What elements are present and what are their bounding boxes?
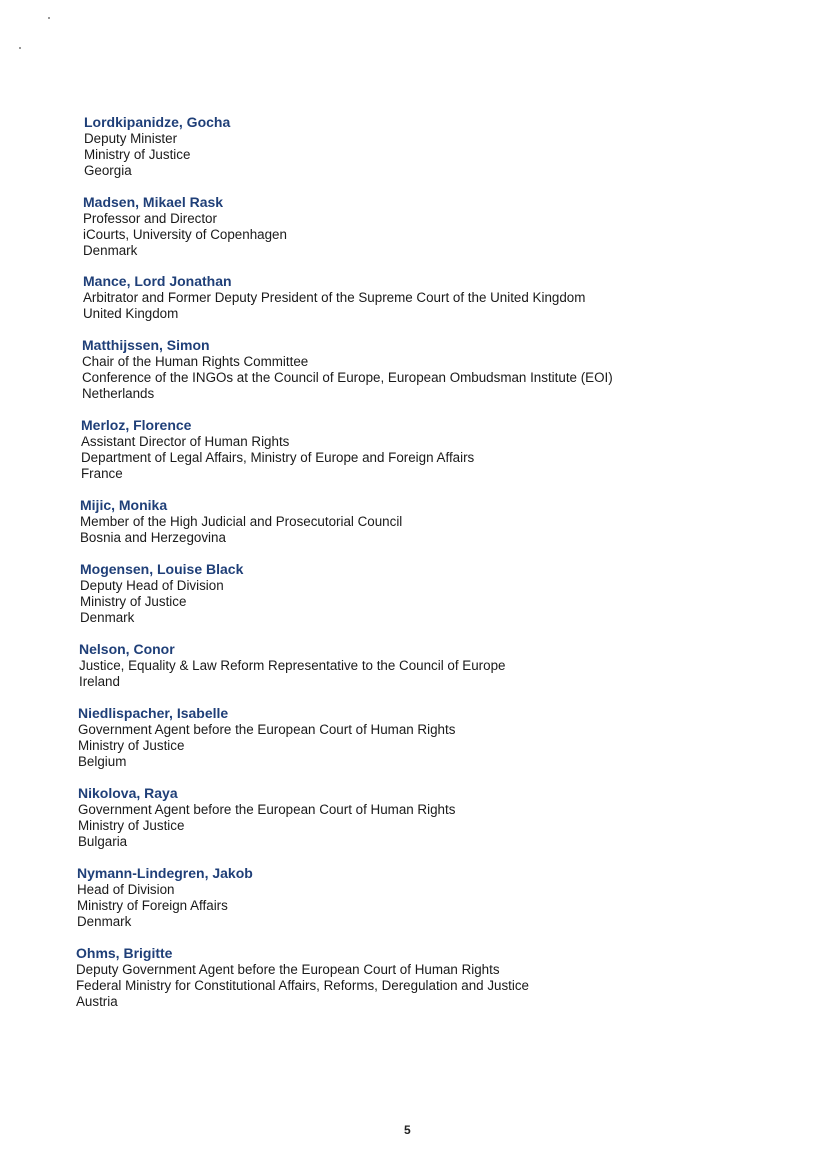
participant-title: Deputy Government Agent before the European Court of Human Rights	[76, 962, 500, 977]
participant-name: Lordkipanidze, Gocha	[84, 114, 231, 130]
participant-country: Netherlands	[82, 386, 155, 401]
participant-name: Matthijssen, Simon	[82, 337, 210, 353]
participant-entry	[84, 114, 230, 179]
participant-organisation: Conference of the INGOs at the Council of Europe, European Ombudsman Institute (EOI)	[82, 370, 613, 385]
participant-title: Justice, Equality & Law Reform Representative to the Council of Europe	[79, 658, 506, 673]
participant-entry	[76, 945, 529, 1010]
participant-entry	[80, 561, 243, 626]
participant-title: Chair of the Human Rights Committee	[82, 354, 309, 369]
participant-country: Ireland	[79, 674, 120, 689]
participant-name: Mance, Lord Jonathan	[83, 273, 232, 289]
participant-entry	[80, 497, 402, 546]
participant-name: Nelson, Conor	[79, 641, 175, 657]
participant-organisation: Department of Legal Affairs, Ministry of Europe and Foreign Affairs	[81, 450, 475, 465]
participant-country: Austria	[76, 994, 118, 1009]
scan-speck	[19, 47, 21, 49]
participant-title: Deputy Minister	[84, 131, 178, 146]
participant-organisation: iCourts, University of Copenhagen	[83, 227, 287, 242]
page-number: 5	[404, 1123, 411, 1137]
participant-country: Belgium	[78, 754, 127, 769]
participant-title: Government Agent before the European Court of Human Rights	[78, 802, 456, 817]
participant-name: Madsen, Mikael Rask	[83, 194, 224, 210]
participant-entry	[83, 194, 287, 259]
participant-organisation: Ministry of Justice	[84, 147, 191, 162]
participant-entry	[77, 865, 253, 930]
participant-entry	[78, 785, 455, 850]
participant-country: Bulgaria	[78, 834, 128, 849]
participant-country: Georgia	[84, 163, 132, 178]
participant-entry	[78, 705, 455, 770]
participant-organisation: Ministry of Foreign Affairs	[77, 898, 228, 913]
participant-organisation: Ministry of Justice	[80, 594, 187, 609]
participant-name: Mogensen, Louise Black	[80, 561, 244, 577]
participant-title: Head of Division	[77, 882, 175, 897]
participant-title: Assistant Director of Human Rights	[81, 434, 290, 449]
participant-country: Bosnia and Herzegovina	[80, 530, 226, 545]
participant-organisation: Ministry of Justice	[78, 818, 185, 833]
participant-name: Niedlispacher, Isabelle	[78, 705, 229, 721]
participant-name: Nymann-Lindegren, Jakob	[77, 865, 253, 881]
participant-country: United Kingdom	[83, 306, 179, 321]
participant-entry	[82, 337, 613, 402]
participant-country: Denmark	[77, 914, 132, 929]
participant-organisation: Federal Ministry for Constitutional Affairs, Reforms, Deregulation and Justice	[76, 978, 529, 993]
participant-title: Arbitrator and Former Deputy President of the Supreme Court of the United Kingdom	[83, 290, 586, 305]
participant-country: Denmark	[80, 610, 135, 625]
participant-title: Professor and Director	[83, 211, 217, 226]
participant-title: Deputy Head of Division	[80, 578, 224, 593]
participant-entry	[79, 641, 506, 690]
participant-country: Denmark	[83, 243, 138, 258]
scan-speck	[48, 17, 50, 19]
participant-entry	[81, 417, 474, 482]
participant-name: Ohms, Brigitte	[76, 945, 173, 961]
participant-title: Member of the High Judicial and Prosecutorial Council	[80, 514, 403, 529]
participant-name: Nikolova, Raya	[78, 785, 178, 801]
participant-organisation: Ministry of Justice	[78, 738, 185, 753]
participant-entry	[83, 273, 585, 322]
participant-name: Mijic, Monika	[80, 497, 168, 513]
participant-country: France	[81, 466, 123, 481]
participant-title: Government Agent before the European Court of Human Rights	[78, 722, 456, 737]
participant-name: Merloz, Florence	[81, 417, 192, 433]
